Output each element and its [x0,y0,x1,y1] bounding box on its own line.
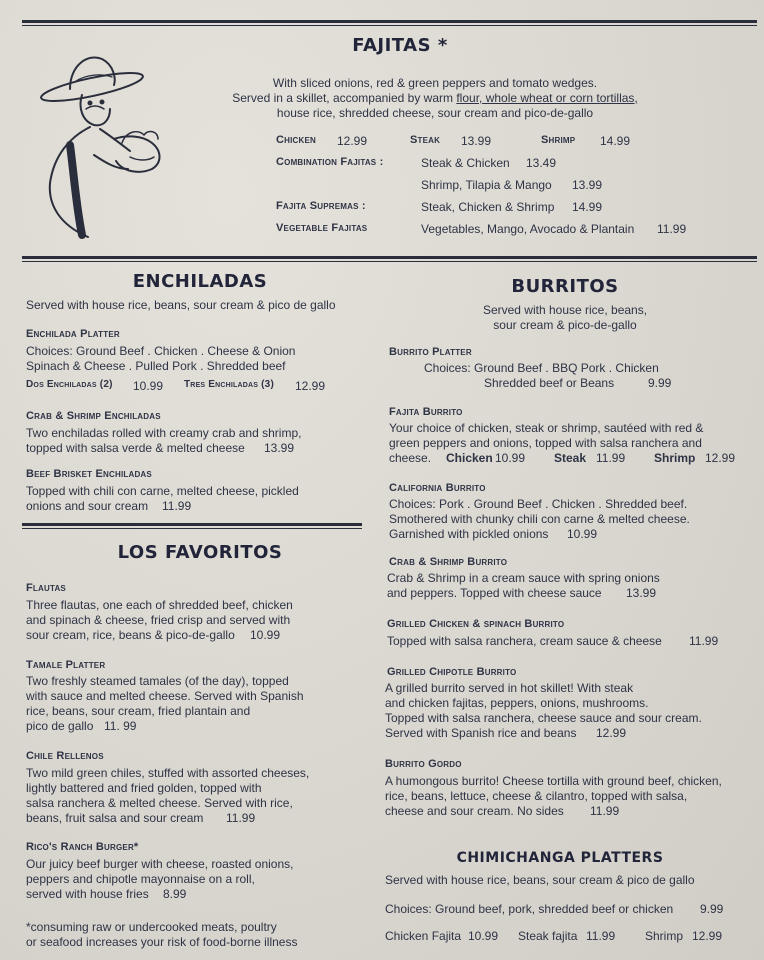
chipotle-burrito-title: Grilled Chipotle Burrito [387,666,517,678]
burritos-desc-2: sour cream & pico-de-gallo [493,318,637,332]
favoritos-rule [22,523,362,526]
chile-rellenos-line-3: salsa ranchera & melted cheese. Served with rice, [26,796,293,810]
fajita-burrito-shrimp: Shrimp [654,451,696,465]
chipotle-burrito-line-3: Topped with salsa ranchera, cheese sauce and sour cream. [385,711,702,725]
top-rule-thin [22,25,757,26]
tamale-line-1: Two freshly steamed tamales (of the day), topped [26,674,289,688]
burritos-title: BURRITOS [511,276,619,297]
brisket-enchiladas-line-2: onions and sour cream [26,499,149,513]
fajitas-steak-price: 13.99 [461,134,492,148]
flautas-price: 10.99 [250,628,281,642]
fajitas-combo-label: Combination Fajitas : [276,156,384,168]
brisket-enchiladas-price: 11.99 [162,499,192,513]
chipotle-burrito-line-1: A grilled burrito served in hot skillet! With steak [385,681,634,695]
chipotle-burrito-line-4: Served with Spanish rice and beans [385,726,577,740]
fajitas-combo-1-price: 13.49 [526,156,557,170]
burrito-gordo-line-1: A humongous burrito! Cheese tortilla with ground beef, chicken, [385,774,722,788]
crab-burrito-line-2: and peppers. Topped with cheese sauce [387,586,602,600]
fajitas-steak-label: Steak [410,134,441,146]
spinach-burrito-price: 11.99 [689,634,719,648]
burrito-platter-price: 9.99 [648,376,672,390]
fajitas-shrimp-label: Shrimp [541,134,576,146]
chimichanga-title: CHIMICHANGA PLATTERS [456,850,664,866]
favoritos-rule-thin [22,528,362,529]
fajita-burrito-line-2: green peppers and onions, topped with salsa ranchera and [389,436,702,450]
chipotle-burrito-price: 12.99 [596,726,627,740]
fajitas-desc-3: house rice, shredded cheese, sour cream and pico-de-gallo [276,106,594,120]
ranch-burger-line-2: peppers and chipotle mayonnaise on a roll, [26,872,255,886]
fajitas-desc-2: Served in a skillet, accompanied by warm flour, whole wheat or corn tortillas, [232,91,638,105]
enchiladas-title: ENCHILADAS [132,271,268,292]
crab-burrito-line-1: Crab & Shrimp in a cream sauce with spring onions [387,571,660,585]
chimichanga-choices-price: 9.99 [700,902,724,916]
tamale-line-4: pico de gallo [26,719,94,733]
burrito-gordo-price: 11.99 [590,804,620,818]
chimichanga-shrimp-price: 12.99 [692,929,723,943]
fajitas-veg: Vegetables, Mango, Avocado & Plantain [421,222,635,236]
chipotle-burrito-line-2: and chicken fajitas, peppers, onions, mushrooms. [385,696,649,710]
crab-enchiladas-title: Crab & Shrimp Enchiladas [26,410,161,422]
fajitas-combo-2-price: 13.99 [572,178,603,192]
enchilada-platter-line-2: Spinach & Cheese . Pulled Pork . Shredded beef [26,359,286,373]
mid-rule-thin [22,261,757,262]
fajitas-combo-1: Steak & Chicken [421,156,510,170]
chimichanga-desc: Served with house rice, beans, sour cream & pico de gallo [385,873,695,887]
flautas-line-3: sour cream, rice, beans & pico-de-gallo [26,628,235,642]
chimichanga-choices: Choices: Ground beef, pork, shredded beef or chicken [385,902,674,916]
burrito-gordo-line-2: rice, beans, lettuce, cheese & cilantro, topped with salsa, [385,789,688,803]
chimichanga-steak-fajita-price: 11.99 [586,929,616,943]
dos-enchiladas: Dos Enchiladas (2) [26,379,113,390]
spinach-burrito-line-1: Topped with salsa ranchera, cream sauce & cheese [387,634,662,648]
fajitas-chicken-price: 12.99 [337,134,368,148]
tamale-title: Tamale Platter [26,659,106,671]
crab-burrito-price: 13.99 [626,586,657,600]
brisket-enchiladas-title: Beef Brisket Enchiladas [26,468,152,480]
chile-rellenos-line-2: lightly battered and fried golden, topped with [26,781,262,795]
fajita-burrito-steak-price: 11.99 [596,451,626,465]
fajitas-title: FAJITAS * [352,35,448,56]
mid-rule [22,256,757,259]
fajita-burrito-line-3: cheese. [389,451,432,465]
flautas-line-1: Three flautas, one each of shredded beef, chicken [26,598,293,612]
raw-food-notice-line-2: or seafood increases your risk of food-borne illness [26,935,298,949]
top-rule [22,20,757,23]
california-burrito-line-1: Choices: Pork . Ground Beef . Chicken . Shredded beef. [389,497,688,511]
fajitas-chicken-label: Chicken [276,134,317,146]
fajitas-combo-2: Shrimp, Tilapia & Mango [421,178,552,192]
tamale-line-2: with sauce and melted cheese. Served with Spanish [26,689,304,703]
fajita-burrito-line-1: Your choice of chicken, steak or shrimp, sautéed with red & [389,421,704,435]
burrito-gordo-title: Burrito Gordo [385,758,462,770]
chimichanga-chicken-fajita: Chicken Fajita [385,929,462,943]
fajita-burrito-chicken-price: 10.99 [495,451,526,465]
burrito-platter-title: Burrito Platter [389,346,472,358]
tres-enchiladas-price: 12.99 [295,379,326,393]
burrito-platter-line-1: Choices: Ground Beef . BBQ Pork . Chicken [424,361,659,375]
ranch-burger-line-1: Our juicy beef burger with cheese, roasted onions, [26,857,294,871]
fajitas-veg-label: Vegetable Fajitas [276,222,368,234]
fajita-burrito-steak: Steak [554,451,587,465]
fajita-burrito-title: Fajita Burrito [389,406,463,418]
brisket-enchiladas-line-1: Topped with chili con carne, melted cheese, pickled [26,484,299,498]
enchilada-platter-title: Enchilada Platter [26,328,120,340]
california-burrito-title: California Burrito [389,482,486,494]
chimichanga-steak-fajita: Steak fajita [518,929,578,943]
fajitas-suprema-price: 14.99 [572,200,603,214]
dos-enchiladas-price: 10.99 [133,379,164,393]
california-burrito-price: 10.99 [567,527,598,541]
ranch-burger-title: Rico's Ranch Burger* [26,841,139,853]
sombrero-chef-illustration [30,45,180,245]
crab-burrito-title: Crab & Shrimp Burrito [389,556,508,568]
california-burrito-line-3: Garnished with pickled onions [389,527,549,541]
burritos-desc-1: Served with house rice, beans, [482,303,648,317]
ranch-burger-price: 8.99 [163,887,187,901]
crab-enchiladas-price: 13.99 [264,441,295,455]
enchilada-platter-line-1: Choices: Ground Beef . Chicken . Cheese & Onion [26,344,296,358]
spinach-burrito-title: Grilled Chicken & spinach Burrito [387,618,565,630]
chile-rellenos-price: 11.99 [226,811,256,825]
fajita-burrito-chicken: Chicken [446,451,493,465]
chile-rellenos-title: Chile Rellenos [26,750,104,762]
fajitas-shrimp-price: 14.99 [600,134,631,148]
flautas-line-2: and spinach & cheese, fried crisp and served with [26,613,291,627]
chile-rellenos-line-4: beans, fruit salsa and sour cream [26,811,204,825]
fajitas-veg-price: 11.99 [657,222,687,236]
california-burrito-line-2: Smothered with chunky chili con carne & melted cheese. [389,512,690,526]
enchiladas-desc: Served with house rice, beans, sour cream & pico de gallo [26,298,336,312]
burrito-gordo-line-3: cheese and sour cream. No sides [385,804,564,818]
tamale-price: 11. 99 [104,719,137,733]
fajitas-desc-1: With sliced onions, red & green peppers and tomato wedges. [272,76,598,90]
fajitas-suprema-label: Fajita Supremas : [276,200,366,212]
crab-enchiladas-line-1: Two enchiladas rolled with creamy crab and shrimp, [26,426,302,440]
fajita-burrito-shrimp-price: 12.99 [705,451,736,465]
burrito-platter-line-2: Shredded beef or Beans [484,376,615,390]
favoritos-title: LOS FAVORITOS [117,542,283,563]
flautas-title: Flautas [26,582,66,594]
tres-enchiladas: Tres Enchiladas (3) [184,379,274,390]
raw-food-notice-line-1: *consuming raw or undercooked meats, poultry [26,920,277,934]
ranch-burger-line-3: served with house fries [26,887,149,901]
chimichanga-chicken-fajita-price: 10.99 [468,929,499,943]
tamale-line-3: rice, beans, sour cream, fried plantain and [26,704,251,718]
chimichanga-shrimp: Shrimp [645,929,684,943]
fajitas-suprema: Steak, Chicken & Shrimp [421,200,555,214]
crab-enchiladas-line-2: topped with salsa verde & melted cheese [26,441,245,455]
chile-rellenos-line-1: Two mild green chiles, stuffed with assorted cheeses, [26,766,310,780]
